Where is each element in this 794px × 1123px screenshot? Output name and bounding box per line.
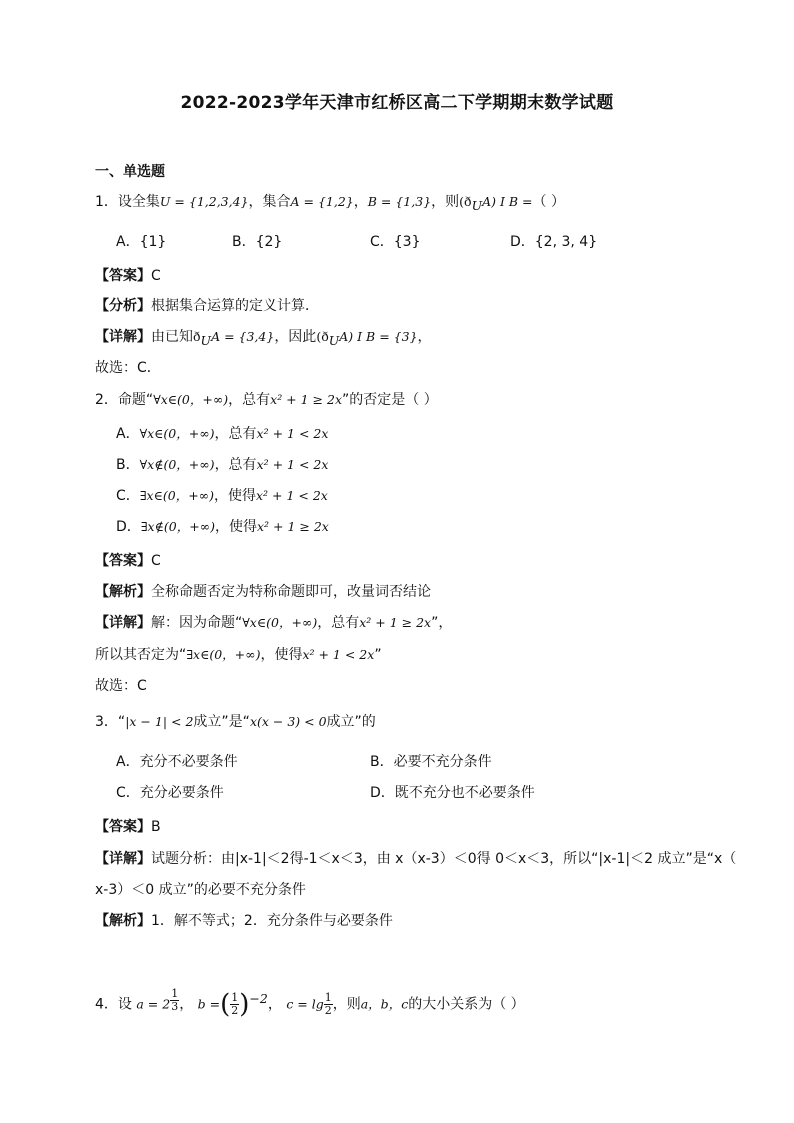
q3-option-d: D．既不充分也不必要条件 xyxy=(370,785,535,801)
question-3-stem: 3．“|x − 1| < 2成立”是“x(x − 3) < 0成立”的 xyxy=(95,714,376,730)
question-number: 1． xyxy=(95,194,118,210)
question-4-stem: 4．设 a = 2 $^{\frac{1}{3}}$ ， b =( $\frac{1}{2}$ )$^{-2}$， c = lg $\frac{1}{2}$ ，则a，b，c的大小关系为（ ） xyxy=(95,987,525,1020)
q2-answer: 【答案】C xyxy=(95,553,161,569)
question-number: 4． xyxy=(95,996,118,1013)
q2-detail: 【详解】解：因为命题“∀x∈(0，+∞)，总有x² + 1 ≥ 2x”， xyxy=(95,615,453,631)
q3-answer: 【答案】B xyxy=(95,819,161,835)
math-b-fraction: $\frac{1}{2}$ xyxy=(231,991,239,1018)
math-set-a: A = {1,2} xyxy=(290,194,354,209)
q2-detail-2: 所以其否定为“∃x∈(0，+∞)，使得x² + 1 < 2x” xyxy=(95,647,382,663)
q2-option-d: D．∃x∉(0，+∞)，使得x² + 1 ≥ 2x xyxy=(116,519,329,535)
document-title: 2022-2023学年天津市红桥区高二下学期期末数学试题 xyxy=(180,93,614,113)
question-number: 2． xyxy=(95,392,118,408)
q1-option-b: B．{2} xyxy=(232,234,283,250)
q3-analysis: 【解析】1．解不等式；2．充分条件与必要条件 xyxy=(95,913,393,929)
math-a-def: a = 2 xyxy=(136,996,171,1012)
q2-option-c: C．∃x∈(0，+∞)，使得x² + 1 < 2x xyxy=(116,488,328,504)
q1-option-a: A．{1} xyxy=(116,234,167,250)
question-2-stem: 2．命题“∀x∈(0，+∞)，总有x² + 1 ≥ 2x”的否定是（ ） xyxy=(95,392,438,408)
q2-option-b: B．∀x∉(0，+∞)，总有x² + 1 < 2x xyxy=(116,457,329,473)
q2-option-a: A．∀x∈(0，+∞)，总有x² + 1 < 2x xyxy=(116,426,329,442)
q1-detail: 【详解】由已知$ð_UA = \{3,4\}$，因此$(ð_UA)$ I B = {3}， xyxy=(95,329,432,348)
q1-analysis: 【分析】根据集合运算的定义计算． xyxy=(95,298,319,314)
q1-answer: 【答案】C xyxy=(95,268,161,284)
question-1-stem: 1．设全集U = {1,2,3,4}，集合A = {1,2}，B = {1,3}，则$(ð_UA)$ I B =（ ） xyxy=(95,194,565,213)
q3-option-c: C．充分必要条件 xyxy=(116,785,224,801)
math-b-def: b = xyxy=(197,996,221,1012)
q2-analysis: 【解析】全称命题否定为特称命题即可，改量词否结论 xyxy=(95,584,431,600)
q1-option-d: D．{2, 3, 4} xyxy=(510,234,598,250)
q3-option-b: B．必要不充分条件 xyxy=(370,754,492,770)
q3-detail: 【详解】试题分析：由|x-1|＜2得-1＜x＜3，由 x（x-3）＜0得 0＜x＜3，所以“|x-1|＜2 成立”是“x（ xyxy=(95,851,737,867)
math-c-fraction: $\frac{1}{2}$ xyxy=(324,991,332,1018)
q1-conclusion: 故选：C． xyxy=(95,360,161,376)
question-number: 3． xyxy=(95,714,118,730)
math-universal-set: U = {1,2,3,4} xyxy=(159,194,249,209)
q1-option-c: C．{3} xyxy=(370,234,421,250)
q2-conclusion: 故选：C xyxy=(95,678,147,694)
math-c-def: c = lg xyxy=(286,996,324,1012)
q3-option-a: A．充分不必要条件 xyxy=(116,754,238,770)
section-heading: 一、单选题 xyxy=(95,164,165,180)
math-a-exponent: 1 3 xyxy=(171,987,179,1013)
math-set-b: B = {1,3} xyxy=(367,194,432,209)
q3-detail-2: x-3）＜0 成立”的必要不充分条件 xyxy=(95,882,306,898)
